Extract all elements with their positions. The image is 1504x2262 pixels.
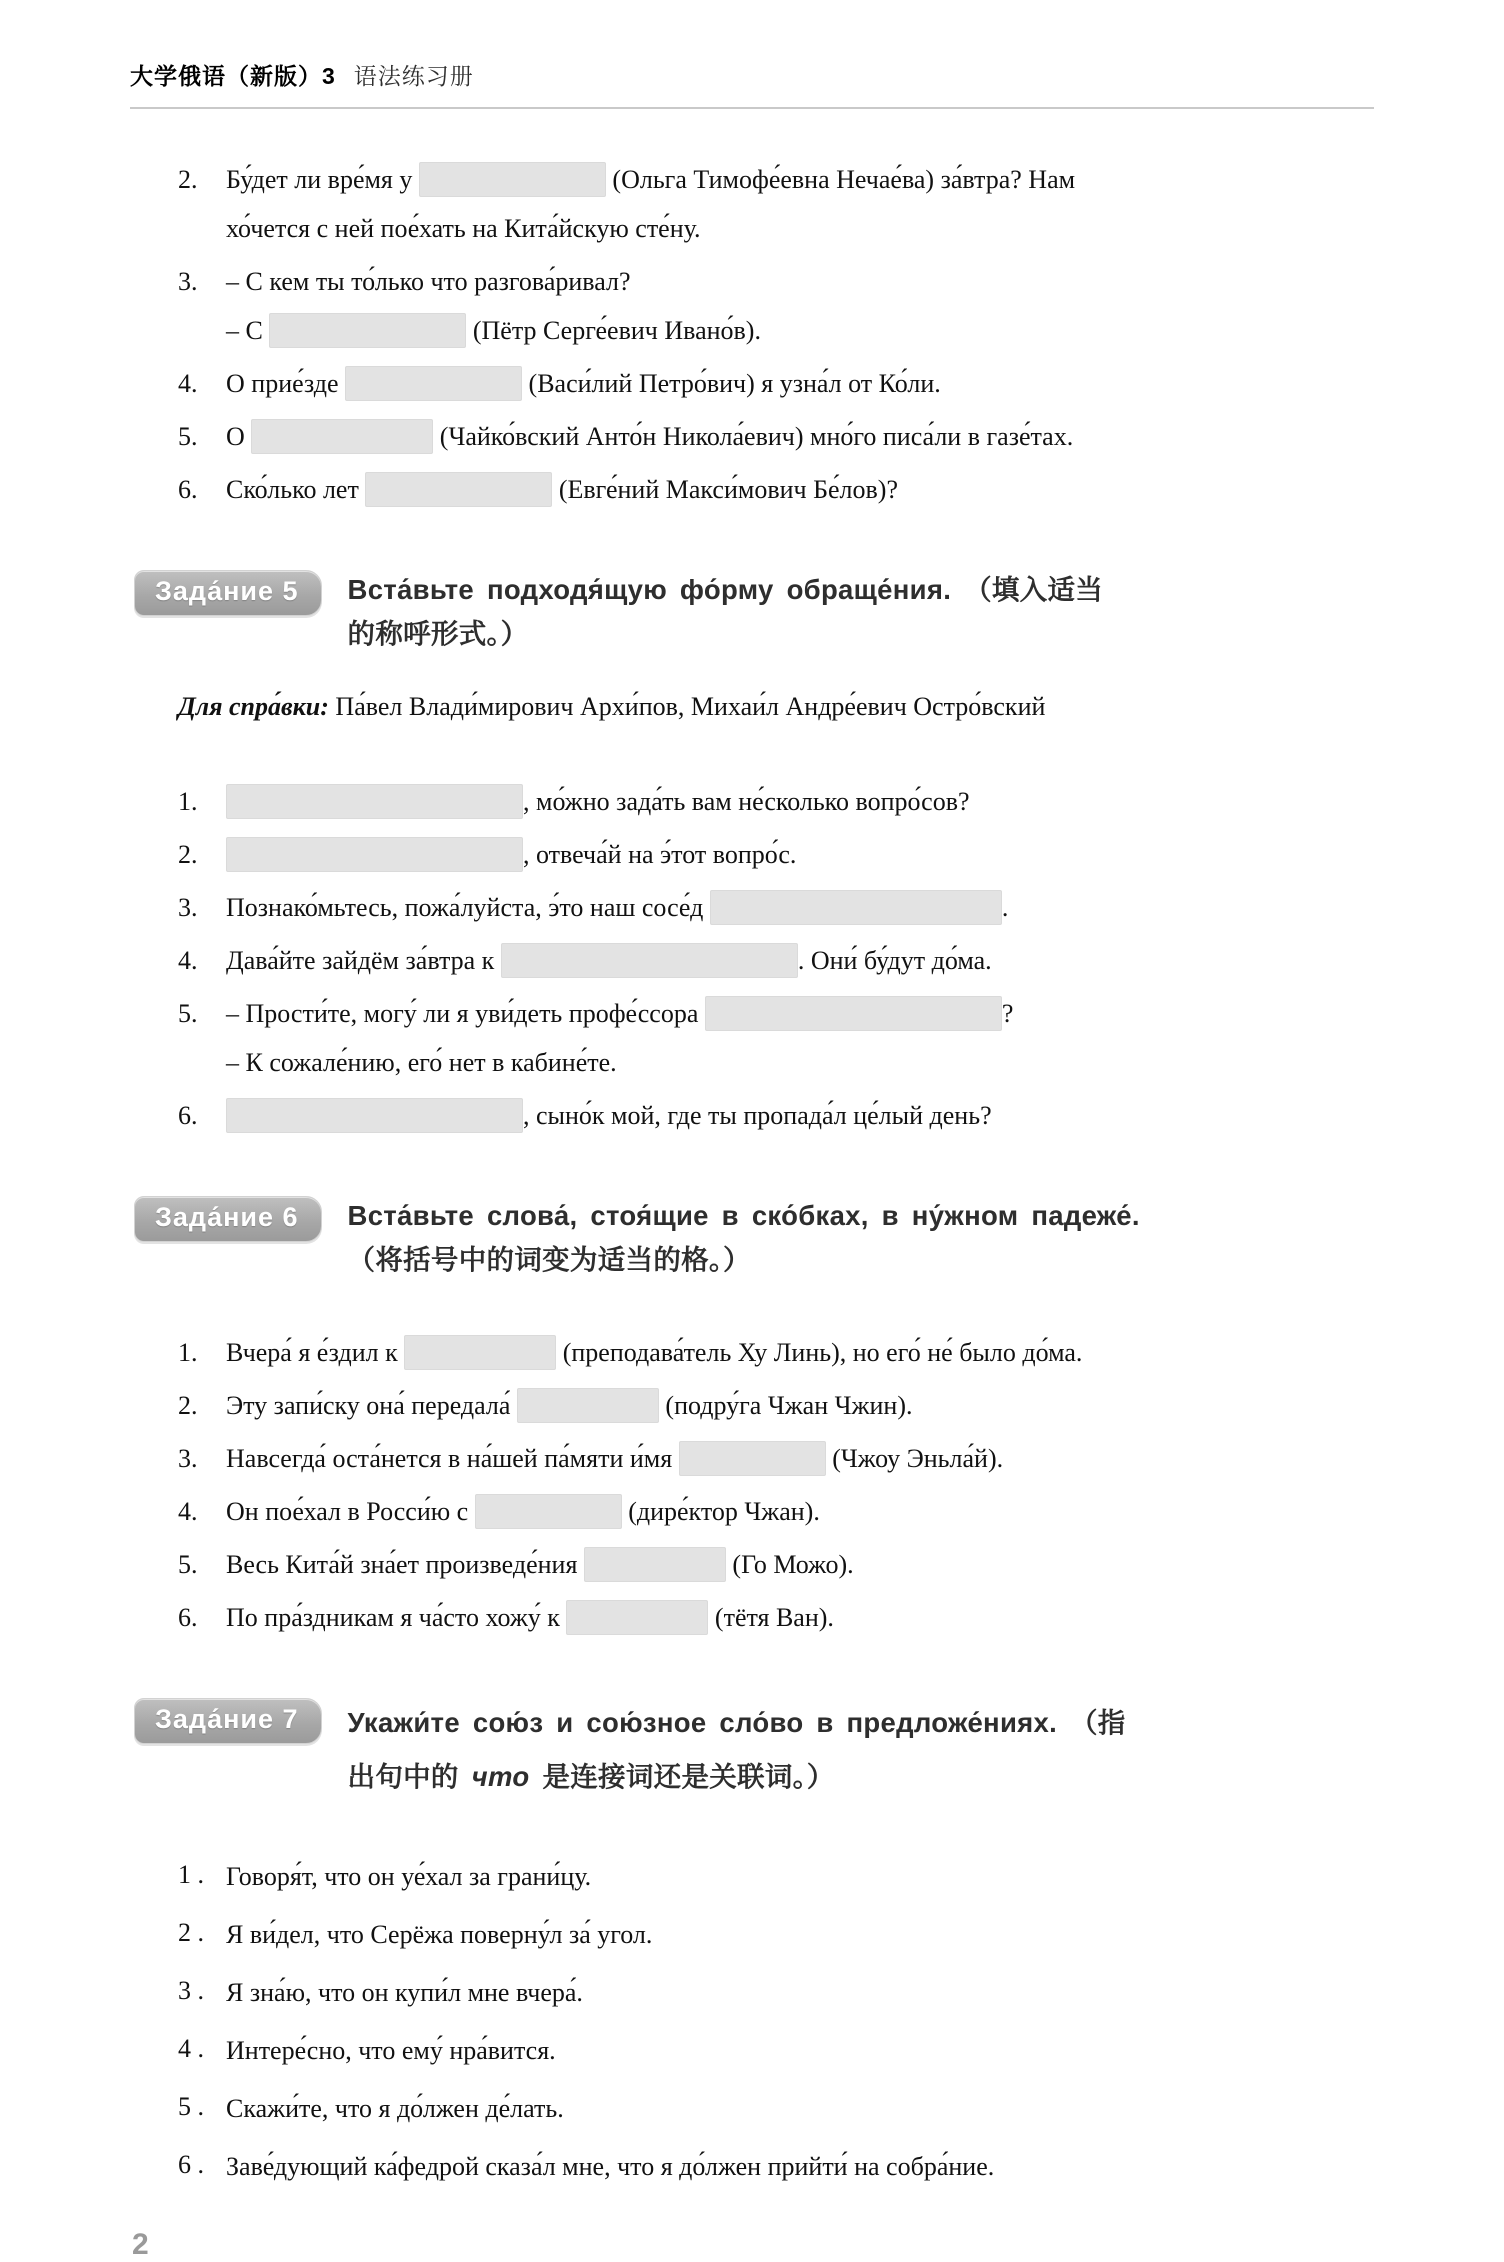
item-number: 5 . [178, 2092, 204, 2121]
fill-in-blank [705, 996, 1002, 1031]
item-number: 2 . [178, 1918, 204, 1947]
exercise-item [178, 155, 1374, 253]
text-run: О прие́зде [226, 369, 346, 398]
item-line [226, 359, 1374, 408]
text-run: (Го Можо). [725, 1550, 854, 1579]
instruction-line [348, 612, 1104, 656]
item-number: 5. [178, 1550, 198, 1579]
book-subtitle: 语法练习册 [353, 63, 474, 89]
item-number: 4. [178, 369, 198, 398]
task-badge: Зада́ние 5 [134, 570, 322, 616]
exercise-item [178, 830, 1374, 879]
item-line [226, 1434, 1374, 1483]
item-body [226, 936, 1374, 985]
instruction-line [348, 568, 1104, 612]
text-run: Я зна́ю, что он купи́л мне вчера́. [226, 1978, 583, 2007]
section-instruction [348, 1696, 1126, 1804]
workbook-page [0, 58, 1504, 2262]
task-section [130, 1696, 1374, 2194]
item-line [226, 306, 1374, 355]
text-run: 的称呼形式。） [347, 618, 529, 649]
item-line [226, 1381, 1374, 1430]
exercise-item [178, 936, 1374, 985]
exercise-item [178, 465, 1374, 514]
exercise-item [178, 2024, 1374, 2078]
item-line [226, 2140, 1374, 2194]
item-number: 4 . [178, 2034, 204, 2063]
section-header [134, 1194, 1374, 1282]
item-body [226, 777, 1374, 826]
instruction-line [348, 1696, 1126, 1750]
text-run: Вста́вьте подходя́щую фо́рму обраще́ния. （填入适当 [347, 574, 1104, 605]
section-header [134, 1696, 1374, 1804]
text-run: (Пётр Серге́евич Ивано́в). [466, 316, 761, 345]
item-line [226, 465, 1374, 514]
section-instruction [348, 568, 1104, 656]
text-run: (Чайко́вский Анто́н Никола́евич) мно́го писа́ли в газе́тах. [433, 422, 1074, 451]
fill-in-blank [226, 1098, 523, 1133]
text-run: Вчера́ я е́здил к [226, 1338, 405, 1367]
item-line [226, 989, 1374, 1038]
text-run: Скажи́те, что я до́лжен де́лать. [226, 2094, 564, 2123]
exercise-item [178, 1328, 1374, 1377]
text-run: – Прости́те, могу́ ли я уви́деть профе́ссора [226, 999, 705, 1028]
item-body [226, 1487, 1374, 1536]
text-run: (Васи́лий Петро́вич) я узна́л от Ко́ли. [522, 369, 941, 398]
text-run: Эту запи́ску она́ передала́ [226, 1391, 517, 1420]
text-run: Заве́дующий ка́федрой сказа́л мне, что я до́лжен прийти́ на собра́ние. [226, 2152, 995, 2181]
text-run: Бу́дет ли вре́мя у [226, 165, 419, 194]
text-run: (преподава́тель Ху Линь), но его́ не́ было до́ма. [556, 1338, 1083, 1367]
item-body [226, 257, 1374, 355]
item-line [226, 1593, 1374, 1642]
item-body [226, 1328, 1374, 1377]
fill-in-blank [475, 1494, 622, 1529]
text-run: Вста́вьте слова́, стоя́щие в ско́бках, в ну́жном падеже́. [347, 1200, 1140, 1231]
item-line [226, 204, 1374, 253]
item-body [226, 989, 1374, 1087]
item-body [226, 155, 1374, 253]
item-number: 4. [178, 946, 198, 975]
instruction-line [348, 1750, 1126, 1804]
text-run: (тётя Ван). [708, 1603, 834, 1632]
item-number: 2. [178, 1391, 198, 1420]
item-body [226, 412, 1374, 461]
exercise-item [178, 2140, 1374, 2194]
text-run: (Евге́ний Макси́мович Бе́лов)? [552, 475, 898, 504]
item-number: 6. [178, 1101, 198, 1130]
fill-in-blank [226, 784, 523, 819]
item-body [226, 830, 1374, 879]
item-line [226, 883, 1374, 932]
text-run: Говоря́т, что он уе́хал за грани́цу. [226, 1862, 592, 1891]
fill-in-blank [226, 837, 523, 872]
exercise-item [178, 412, 1374, 461]
book-title: 大学俄语（新版）3 [130, 63, 336, 89]
item-number: 5. [178, 999, 198, 1028]
page-header [130, 58, 1374, 109]
text-run: Я ви́дел, что Серёжа поверну́л за́ угол. [226, 1920, 653, 1949]
text-run: Интере́сно, что ему́ нра́вится. [226, 2036, 556, 2065]
text-run: （将括号中的词变为适当的格。） [347, 1244, 751, 1275]
fill-in-blank [517, 1388, 659, 1423]
task-sections [130, 568, 1374, 2194]
exercise-item [178, 1908, 1374, 1962]
task-section [130, 568, 1374, 1140]
item-number: 1 . [178, 1860, 204, 1889]
item-line [226, 1038, 1374, 1087]
item-line [226, 1908, 1374, 1962]
item-line [226, 2024, 1374, 2078]
item-line [226, 2082, 1374, 2136]
item-line [226, 830, 1374, 879]
item-line [226, 1328, 1374, 1377]
exercise-item [178, 359, 1374, 408]
text-run: 是连接词还是关联词。） [529, 1761, 835, 1792]
item-body [226, 1850, 1374, 1904]
exercise-item [178, 1850, 1374, 1904]
item-line [226, 936, 1374, 985]
text-run: , мо́жно зада́ть вам не́сколько вопро́сов? [523, 787, 970, 816]
item-body [226, 1434, 1374, 1483]
item-line [226, 1850, 1374, 1904]
fill-in-blank [419, 162, 606, 197]
fill-in-blank [679, 1441, 826, 1476]
instruction-line [348, 1238, 1140, 1282]
section-instruction [348, 1194, 1140, 1282]
exercise-item [178, 1487, 1374, 1536]
item-body [226, 1908, 1374, 1962]
item-body [226, 2082, 1374, 2136]
page-number: 2 [132, 2228, 149, 2261]
text-run: Познако́мьтесь, пожа́луйста, э́то наш сосе́д [226, 893, 710, 922]
item-number: 1. [178, 787, 198, 816]
item-body [226, 2140, 1374, 2194]
fill-in-blank [345, 366, 522, 401]
item-body [226, 1966, 1374, 2020]
text-run: , сыно́к мой, где ты пропада́л це́лый день? [523, 1101, 992, 1130]
text-run: Он пое́хал в Росси́ю с [226, 1497, 475, 1526]
item-number: 3. [178, 267, 198, 296]
text-run: Весь Кита́й зна́ет произведе́ния [226, 1550, 584, 1579]
text-run: О [226, 422, 252, 451]
item-number: 5. [178, 422, 198, 451]
exercise-item [178, 1540, 1374, 1589]
text-run: (дире́ктор Чжан). [621, 1497, 820, 1526]
text-run: По пра́здникам я ча́сто хожу́ к [226, 1603, 567, 1632]
exercise-item [178, 2082, 1374, 2136]
item-line [226, 1966, 1374, 2020]
section-header [134, 568, 1374, 656]
exercise-item [178, 777, 1374, 826]
item-number: 6 . [178, 2150, 204, 2179]
section-items [178, 1328, 1374, 1642]
task-badge: Зада́ние 6 [134, 1196, 322, 1242]
exercise-item [178, 1381, 1374, 1430]
fill-in-blank [566, 1600, 708, 1635]
text-run: ? [1001, 999, 1014, 1028]
item-number: 3. [178, 1444, 198, 1473]
task-section [130, 1194, 1374, 1642]
text-run: – К сожале́нию, его́ нет в кабине́те. [226, 1048, 617, 1077]
item-line [226, 1487, 1374, 1536]
text-run: Укажи́те сою́з и сою́зное сло́во в предложе́ниях. （指 [347, 1707, 1126, 1738]
text-run: (подру́га Чжан Чжин). [658, 1391, 913, 1420]
section-items [178, 777, 1374, 1140]
fill-in-blank [251, 419, 433, 454]
item-body [226, 1540, 1374, 1589]
task-badge: Зада́ние 7 [134, 1698, 322, 1744]
item-number: 2. [178, 840, 198, 869]
item-body [226, 465, 1374, 514]
item-number: 3. [178, 893, 198, 922]
exercise-item [178, 1091, 1374, 1140]
reference-line [178, 682, 1374, 731]
text-run: (Ольга Тимофе́евна Нечае́ва) за́втра? Нам [605, 165, 1076, 194]
text-run: , отвеча́й на э́тот вопро́с. [523, 840, 797, 869]
exercise-item [178, 1593, 1374, 1642]
item-number: 6. [178, 1603, 198, 1632]
fill-in-blank [365, 472, 552, 507]
fill-in-blank [584, 1547, 726, 1582]
item-line [226, 1091, 1374, 1140]
item-body [226, 1381, 1374, 1430]
exercise-item [178, 1434, 1374, 1483]
item-line [226, 1540, 1374, 1589]
fill-in-blank [501, 943, 798, 978]
reference-names: Па́вел Влади́мирович Архи́пов, Михаи́л Андре́евич Остро́вский [328, 692, 1046, 721]
exercise-item [178, 989, 1374, 1087]
fill-in-blank [404, 1335, 556, 1370]
intro-exercise-items [178, 155, 1374, 514]
exercise-item [178, 257, 1374, 355]
text-run: Дава́йте зайдём за́втра к [226, 946, 501, 975]
fill-in-blank [710, 890, 1002, 925]
item-line [226, 257, 1374, 306]
item-body [226, 1091, 1374, 1140]
reference-label: Для спра́вки: [178, 692, 329, 721]
text-run: (Чжоу Эньла́й). [825, 1444, 1004, 1473]
text-run: что [471, 1761, 530, 1792]
text-run: – С кем ты то́лько что разгова́ривал? [226, 267, 631, 296]
section-items [178, 1850, 1374, 2194]
item-number: 6. [178, 475, 198, 504]
item-number: 3 . [178, 1976, 204, 2005]
item-body [226, 883, 1374, 932]
exercise-item [178, 883, 1374, 932]
item-number: 4. [178, 1497, 198, 1526]
item-body [226, 2024, 1374, 2078]
item-body [226, 359, 1374, 408]
text-run: 出句中的 [347, 1761, 472, 1792]
text-run: Навсегда́ оста́нется в на́шей па́мяти и́мя [226, 1444, 679, 1473]
text-run: Ско́лько лет [226, 475, 366, 504]
item-number: 1. [178, 1338, 198, 1367]
text-run: – С [226, 316, 270, 345]
exercise-item [178, 1966, 1374, 2020]
text-run: хо́чется с ней пое́хать на Кита́йскую сте́ну. [226, 214, 701, 243]
text-run: . [1001, 893, 1009, 922]
item-number: 2. [178, 165, 198, 194]
item-body [226, 1593, 1374, 1642]
item-line [226, 412, 1374, 461]
fill-in-blank [269, 313, 466, 348]
item-line [226, 777, 1374, 826]
item-line [226, 155, 1374, 204]
text-run: . Они́ бу́дут до́ма. [797, 946, 992, 975]
instruction-line [348, 1194, 1140, 1238]
